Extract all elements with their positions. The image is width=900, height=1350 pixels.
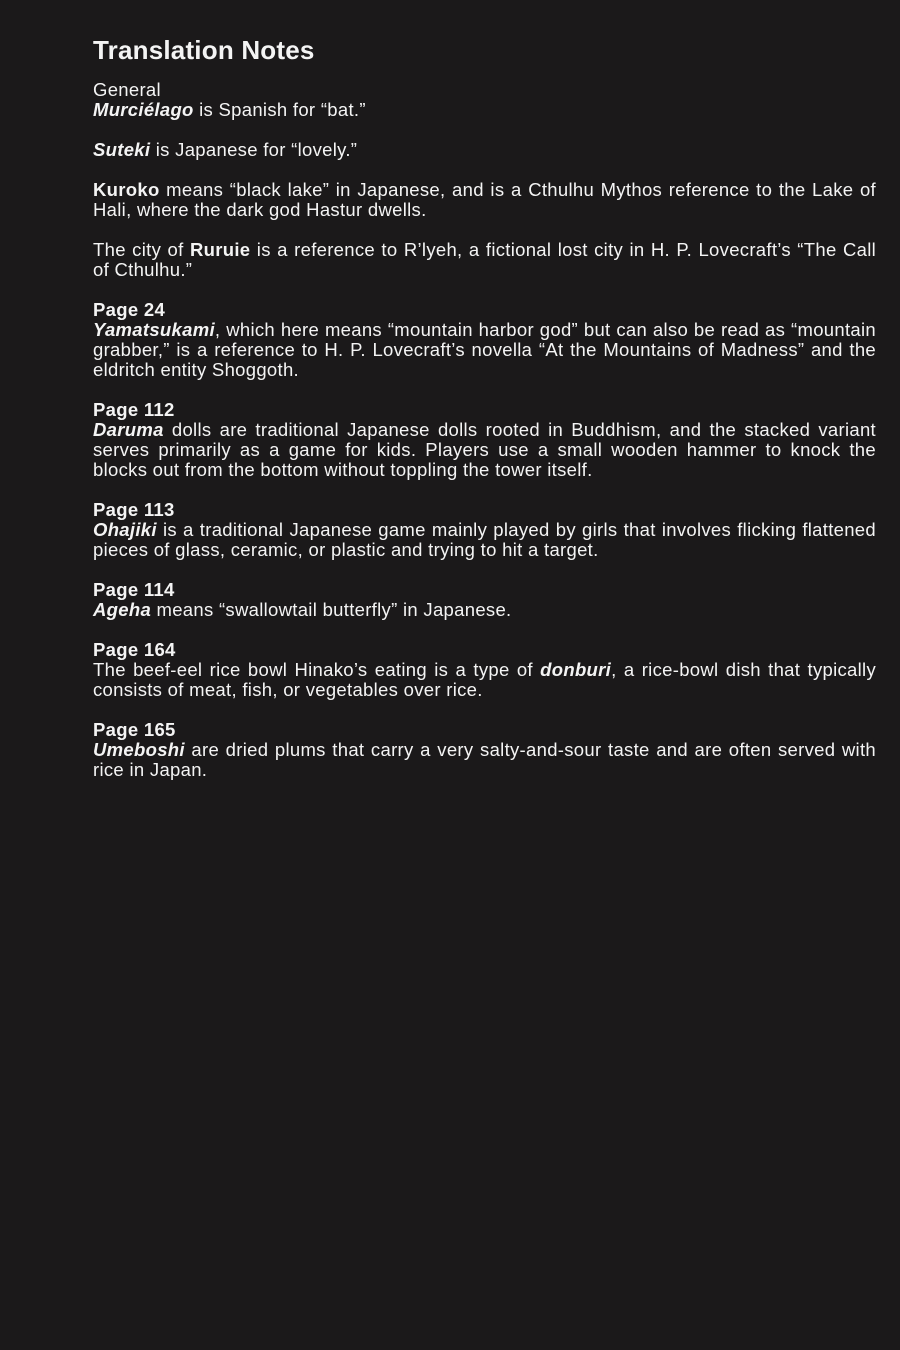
section-page-164 xyxy=(93,640,876,700)
note-daruma xyxy=(93,420,876,480)
note-ageha xyxy=(93,600,876,620)
note-suteki xyxy=(93,140,876,160)
note-murcielago xyxy=(93,100,876,120)
section-heading: Page 165 xyxy=(93,719,176,740)
note-text: , which here means “mountain harbor god” but can also be read as “mountain grabber,” is a reference to H. P. Lovecraft’s novella “At the Mountains of Madness” and the eldritch entity Shoggoth. xyxy=(93,319,876,380)
note-kuroko xyxy=(93,180,876,220)
note-text-pre: The city of xyxy=(93,239,190,260)
note-ruruie xyxy=(93,240,876,280)
note-term: Umeboshi xyxy=(93,739,185,760)
note-text: is a traditional Japanese game mainly played by girls that involves flicking flattened pieces of glass, ceramic, or plastic and trying to hit a target. xyxy=(93,519,876,560)
note-term: Ohajiki xyxy=(93,519,157,540)
page-title: Translation Notes xyxy=(93,35,315,65)
note-term: Ageha xyxy=(93,599,152,620)
note-term: Daruma xyxy=(93,419,164,440)
note-term: Kuroko xyxy=(93,179,160,200)
note-umeboshi xyxy=(93,740,876,780)
section-general xyxy=(93,80,876,280)
note-donburi xyxy=(93,660,876,700)
section-page-165 xyxy=(93,720,876,780)
note-term: Murciélago xyxy=(93,99,194,120)
note-text: is Spanish for “bat.” xyxy=(193,99,366,120)
note-ohajiki xyxy=(93,520,876,560)
section-page-24 xyxy=(93,300,876,380)
note-term: Yamatsukami xyxy=(93,319,215,340)
note-text: are dried plums that carry a very salty-and-sour taste and are often served with rice in Japan. xyxy=(93,739,876,780)
note-term: Ruruie xyxy=(189,239,251,260)
note-text: means “swallowtail butterfly” in Japanese. xyxy=(151,599,512,620)
note-text: is Japanese for “lovely.” xyxy=(150,139,358,160)
section-page-114 xyxy=(93,580,876,620)
section-page-112 xyxy=(93,400,876,480)
section-heading: General xyxy=(93,79,161,100)
section-heading: Page 114 xyxy=(93,579,175,600)
note-text: is a reference to R’lyeh, a fictional lost city in H. P. Lovecraft’s “The Call of Cthulhu.” xyxy=(93,239,877,280)
note-term: donburi xyxy=(540,659,612,680)
section-heading: Page 112 xyxy=(93,399,175,420)
note-text: means “black lake” in Japanese, and is a Cthulhu Mythos reference to the Lake of Hali, where the dark god Hastur dwells. xyxy=(93,179,876,220)
section-heading: Page 113 xyxy=(93,499,175,520)
note-text: , a rice-bowl dish that typically consists of meat, fish, or vegetables over rice. xyxy=(93,659,876,700)
note-term: Suteki xyxy=(93,139,151,160)
section-heading: Page 24 xyxy=(93,299,166,320)
note-text-pre: The beef-eel rice bowl Hinako’s eating is a type of xyxy=(93,659,541,680)
note-text: dolls are traditional Japanese dolls rooted in Buddhism, and the stacked variant serves primarily as a game for kids. Players use a small wooden hammer to knock the blocks out from the bottom without toppling the tower itself. xyxy=(93,419,876,480)
note-yamatsukami xyxy=(93,320,876,380)
translation-notes-page xyxy=(93,34,876,800)
section-heading: Page 164 xyxy=(93,639,176,660)
section-page-113 xyxy=(93,500,876,560)
